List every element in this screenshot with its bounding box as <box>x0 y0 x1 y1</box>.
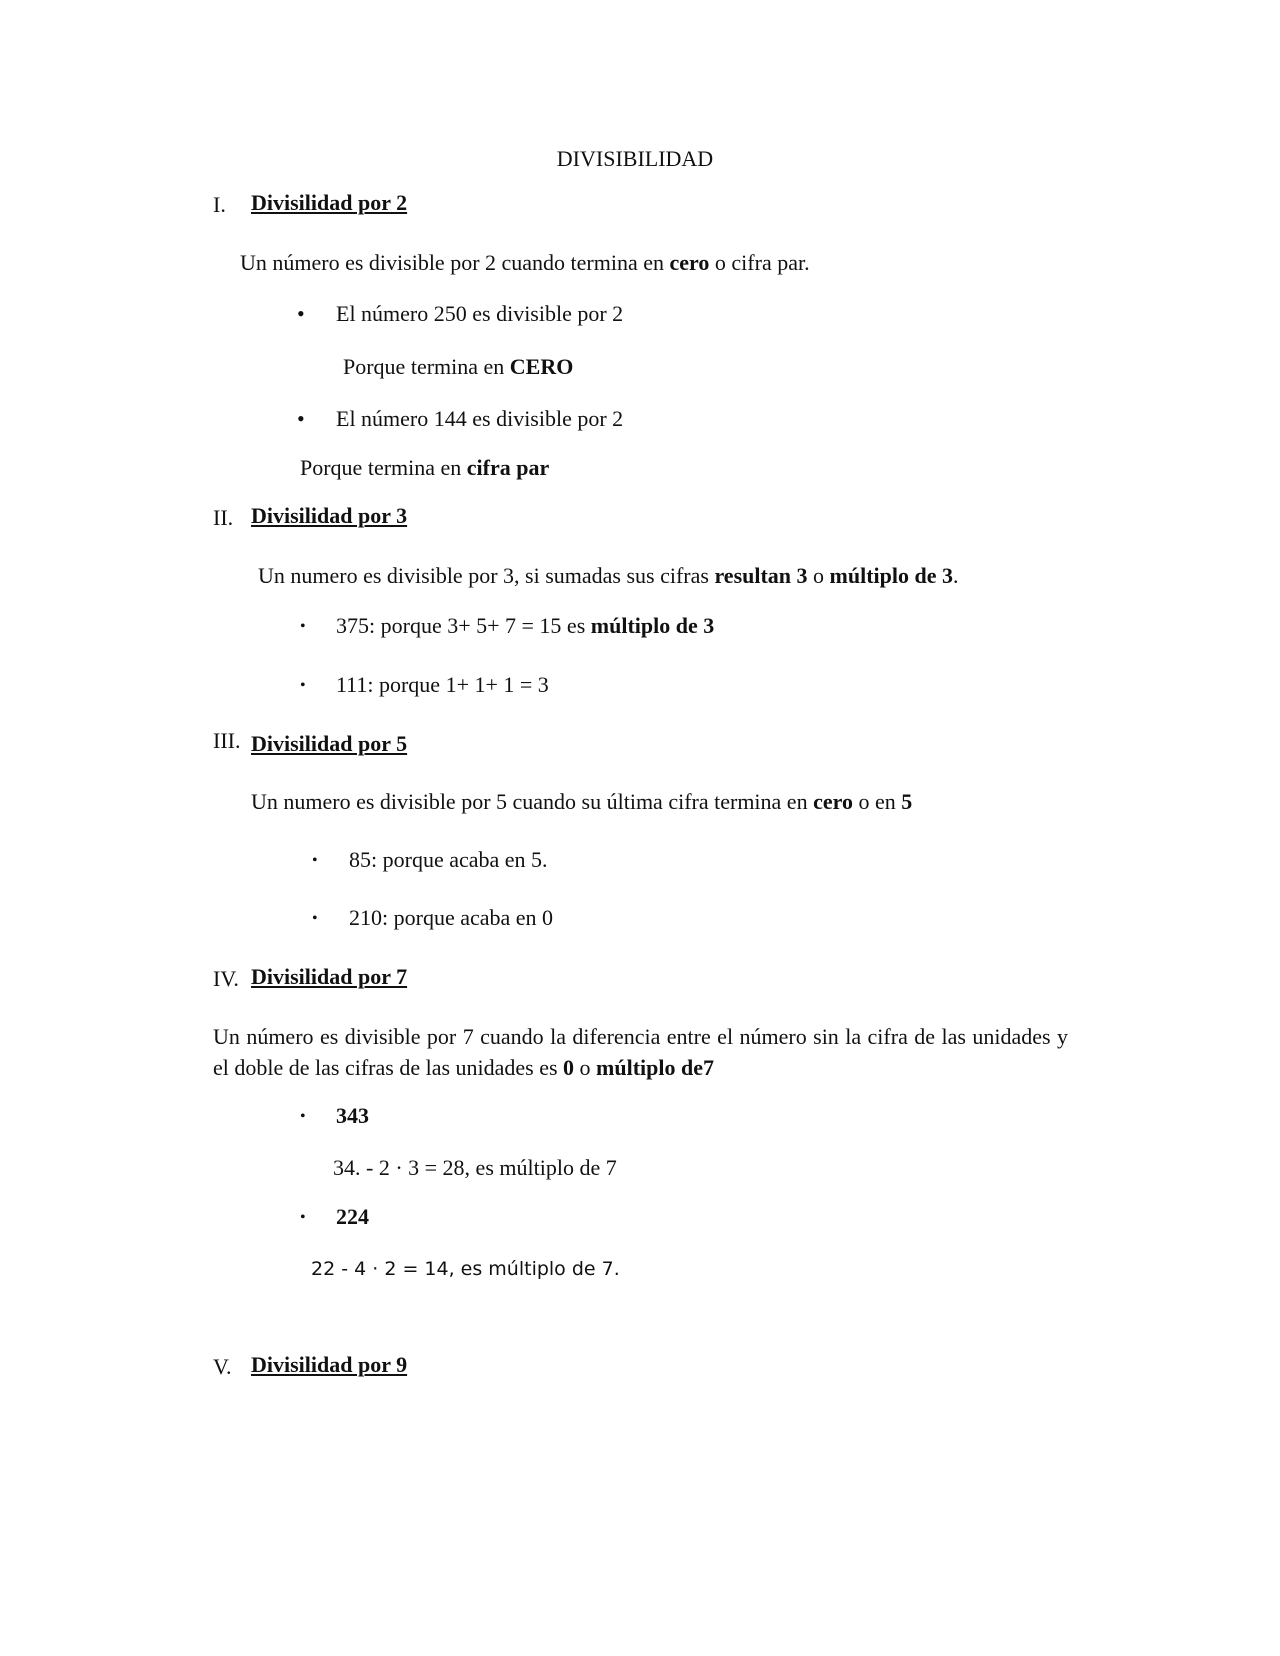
section-number: II. <box>213 505 234 530</box>
calculation: 22 - 4 · 2 = 14, es múltiplo de 7. <box>311 1258 620 1280</box>
list-item: 210: porque acaba en 0 <box>349 905 554 930</box>
rule-paragraph: Un número es divisible por 7 cuando la diferencia entre el número sin la cifra de las unidades y el doble de las cifras de las unidades es 0 o múltiplo de7 <box>213 1024 1068 1080</box>
section-number: I. <box>213 192 226 217</box>
page-title: DIVISIBILIDAD <box>556 146 714 171</box>
list-item: 343 <box>336 1103 369 1128</box>
list-item: El número 144 es divisible por 2 <box>336 406 624 431</box>
bullet: • <box>300 1209 306 1226</box>
bullet: • <box>300 618 306 635</box>
item-note: Porque termina en cifra par <box>300 455 550 480</box>
section-heading: Divisilidad por 3 <box>251 503 408 528</box>
calculation: 34. - 2 · 3 = 28, es múltiplo de 7 <box>333 1155 617 1180</box>
rule-paragraph: Un número es divisible por 2 cuando termina en cero o cifra par. <box>240 250 810 275</box>
list-item: El número 250 es divisible por 2 <box>336 301 624 326</box>
bullet: • <box>297 301 305 326</box>
list-item: 85: porque acaba en 5. <box>349 847 548 872</box>
bullet: • <box>312 852 318 869</box>
bullet: • <box>300 677 306 694</box>
section-number: III. <box>213 728 241 753</box>
section-heading: Divisilidad por 9 <box>251 1352 408 1377</box>
list-item: 375: porque 3+ 5+ 7 = 15 es múltiplo de 3 <box>336 613 715 638</box>
rule-paragraph: Un numero es divisible por 5 cuando su última cifra termina en cero o en 5 <box>251 789 913 814</box>
section-number: IV. <box>213 966 239 991</box>
rule-paragraph: Un numero es divisible por 3, si sumadas sus cifras resultan 3 o múltiplo de 3. <box>258 563 959 588</box>
bullet: • <box>300 1108 306 1125</box>
bullet: • <box>312 910 318 927</box>
section-number: V. <box>213 1354 232 1379</box>
bullet: • <box>297 406 305 431</box>
section-heading: Divisilidad por 7 <box>251 964 408 989</box>
section-heading: Divisilidad por 5 <box>251 731 408 756</box>
section-heading: Divisilidad por 2 <box>251 190 408 215</box>
list-item: 224 <box>336 1204 369 1229</box>
list-item: 111: porque 1+ 1+ 1 = 3 <box>336 672 549 697</box>
item-note: Porque termina en CERO <box>343 354 574 379</box>
